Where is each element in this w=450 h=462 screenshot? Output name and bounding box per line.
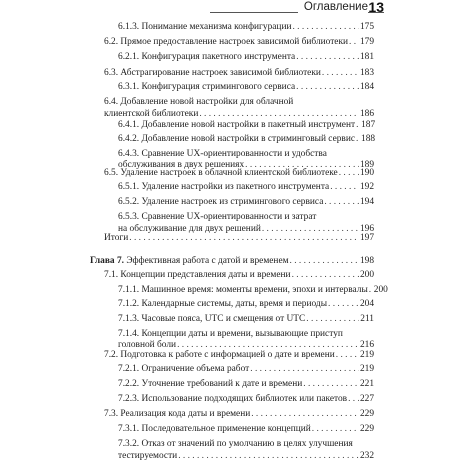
toc-entry-number: 7.1.3. [118, 313, 140, 324]
running-header-title: Оглавление [298, 1, 368, 13]
dot-leader [290, 256, 359, 268]
toc-entry[interactable] [104, 233, 374, 245]
toc-entry[interactable] [118, 182, 374, 194]
toc-entry-title: Удаление настроек в облачной клиентской библиотеке [120, 168, 338, 179]
toc-entry-number: 6.1.3. [118, 22, 140, 33]
toc-entry-title: Реализация кода даты и времени [120, 409, 251, 420]
toc-entry[interactable] [104, 350, 374, 362]
toc-entry-title: Машинное время: моменты времени, эпохи и интервалы [141, 285, 368, 296]
toc-entry-number: 6.5.3. [118, 212, 140, 223]
toc-entry-page: 219 [359, 364, 374, 375]
toc-entry-page: 211 [360, 313, 374, 324]
toc-entry[interactable] [118, 120, 374, 132]
toc-entry-title: Календарные системы, даты, время и периоды [141, 299, 327, 310]
toc-entry[interactable] [118, 299, 374, 311]
toc-entry-page: 196 [359, 223, 374, 234]
toc-entry-number: 6.3. [104, 68, 119, 78]
toc-entry-page: 186 [359, 108, 374, 119]
toc-entry-page: 197 [359, 233, 374, 244]
toc-entry-page: 232 [359, 450, 374, 461]
toc-entry-number: 6.4. [104, 97, 119, 108]
toc-entry[interactable] [118, 52, 374, 64]
toc-entry-number: 6.4.2. [118, 133, 140, 144]
toc-entry-title: Эффективная работа с датой и временем [126, 256, 289, 267]
dot-leader [251, 409, 359, 421]
toc-entry-title: Добавление новой настройки для облачной [120, 97, 294, 108]
toc-entry[interactable] [118, 285, 388, 297]
toc-entry[interactable] [90, 256, 374, 268]
toc-entry-number: 6.2. [104, 37, 119, 48]
toc-entry-page: 216 [359, 340, 374, 351]
toc-entry-page: 187 [361, 120, 376, 131]
toc-entry-page: 183 [359, 68, 374, 78]
dot-leader [356, 120, 360, 132]
toc-entry[interactable] [118, 379, 374, 391]
toc-entry-page: 184 [359, 82, 374, 93]
toc-entry-title: Удаление настроек из стримингового сервиса [141, 197, 324, 208]
toc-entry-number: 6.4.1. [118, 120, 140, 131]
dot-leader [312, 424, 359, 436]
toc-entry[interactable] [118, 329, 374, 352]
toc-entry-title: Отказ от значений по умолчанию в целях улучшения [141, 439, 353, 450]
toc-entry-number: 6.5.1. [118, 182, 140, 193]
toc-entry-number: 7.1.2. [118, 299, 140, 310]
toc-entry[interactable] [118, 439, 374, 462]
dot-leader [369, 285, 373, 297]
toc-entry-title: Конфигурация пакетного инструмента [141, 52, 296, 63]
toc-entry[interactable] [104, 168, 374, 180]
toc-entry-number: 6.2.1. [118, 52, 140, 63]
toc-entry[interactable] [118, 424, 374, 436]
toc-entry-number: 6.4.3. [118, 148, 140, 159]
toc-entry[interactable] [118, 212, 374, 235]
toc-entry-number: 6.5. [104, 168, 119, 179]
toc-entry-page: 190 [359, 168, 374, 179]
toc-entry-title: Понимание механизма конфигурации [141, 22, 292, 33]
toc-entry-page: 204 [359, 299, 374, 310]
toc-entry-title: Итоги [104, 233, 129, 244]
toc-entry-title: Добавление новой настройки в пакетный инструмент [141, 120, 356, 131]
toc-entry-number: 7.3.1. [118, 424, 140, 435]
toc-entry[interactable] [118, 134, 374, 146]
dot-leader [296, 52, 359, 64]
toc-entry-title-continued: на обслуживание для двух решений [118, 223, 261, 234]
toc-entry[interactable] [104, 97, 374, 120]
toc-entry-title: Концепции даты и времени, вызывающие приступ [141, 328, 343, 339]
toc-entry-page: 179 [359, 37, 374, 48]
toc-entry[interactable] [118, 394, 374, 406]
dot-leader [178, 451, 359, 462]
toc-entry-number: 7.3.2. [118, 439, 140, 450]
toc-entry[interactable] [118, 22, 374, 34]
toc-entry-number: 7.2. [104, 349, 119, 360]
toc-entry[interactable] [104, 37, 374, 49]
toc-entry-title-continued: обслуживания в двух решениях [118, 160, 245, 171]
toc-entry-page: 229 [359, 409, 374, 420]
toc-entry[interactable] [104, 68, 374, 80]
dot-leader [199, 109, 359, 121]
toc-entry-number: 7.3. [104, 409, 119, 420]
toc-entry-page: 219 [359, 349, 374, 360]
dot-leader [324, 197, 359, 209]
toc-entry[interactable] [118, 364, 374, 376]
toc-entry-number: 7.1.4. [118, 328, 140, 339]
toc-entry-number: 7.2.2. [118, 379, 140, 390]
toc-entry-page: 175 [359, 22, 374, 33]
toc-entry-number: 7.2.1. [118, 364, 140, 375]
toc-entry[interactable] [118, 82, 374, 94]
toc-entry-title: Ограничение объема работ [141, 364, 250, 375]
toc-entry-title: Подготовка к работе с информацией о дате и времени [120, 349, 335, 360]
toc-entry-number: 7.1. [104, 270, 119, 281]
toc-entry-number: Глава 7. [90, 256, 124, 267]
toc-entry-title: Прямое предоставление настроек зависимой библиотеки [120, 37, 349, 48]
toc-entry-title-continued: тестируемости [118, 450, 178, 461]
dot-leader [330, 182, 359, 194]
page-number: 13 [368, 0, 384, 15]
dot-leader [303, 379, 359, 391]
dot-leader [328, 299, 359, 311]
dot-leader [349, 37, 359, 49]
toc-entry-number: 6.5.2. [118, 197, 140, 208]
toc-entry-page: 188 [361, 133, 376, 144]
dot-leader [292, 270, 359, 282]
toc-entry-page: 181 [359, 52, 374, 63]
dot-leader [296, 82, 359, 94]
toc-entry-title: Концепции представления даты и времени [120, 270, 291, 281]
toc-entry-page: 198 [359, 256, 374, 267]
toc-entry-title: Последовательное применение концепций [141, 424, 311, 435]
toc-entry-title: Уточнение требований к дате и времени [141, 379, 303, 390]
toc-entry-number: 6.3.1. [118, 82, 140, 93]
toc-entry-page: 194 [359, 197, 374, 208]
toc-entry[interactable] [118, 314, 374, 326]
toc-entry-page: 200 [359, 270, 374, 281]
toc-entry-page: 192 [359, 182, 374, 193]
dot-leader [339, 168, 359, 180]
toc-entry-page: 189 [359, 160, 374, 171]
dot-leader [306, 314, 359, 326]
toc-entry-number: 7.2.3. [118, 394, 140, 405]
dot-leader [129, 233, 359, 245]
toc-entry-title-continued: клиентской библиотеки [104, 108, 199, 119]
toc-entry-title: Удаление настройки из пакетного инструмента [141, 182, 330, 193]
toc-entry-title: Часовые пояса, UTC и смещения от UTC [141, 313, 306, 324]
toc-entry-page: 227 [359, 394, 374, 405]
dot-leader [356, 134, 360, 146]
toc-entry-page: 200 [373, 285, 388, 296]
toc-entry-number: 7.1.1. [118, 285, 140, 296]
toc-entry-page: 221 [359, 379, 374, 390]
toc-entry-title: Сравнение UX-ориентированности и затрат [141, 212, 317, 223]
toc-entry[interactable] [118, 197, 374, 209]
dot-leader [348, 394, 359, 406]
toc-entry-title: Использование подходящих библиотек или пакетов [141, 394, 348, 405]
toc-entry-title: Добавление новой настройки в стриминговый сервис [141, 133, 356, 144]
toc-entry[interactable] [104, 270, 374, 282]
dot-leader [336, 350, 359, 362]
dot-leader [292, 22, 358, 34]
dot-leader [250, 364, 359, 376]
toc-entry-title: Конфигурация стримингового сервиса [141, 82, 296, 93]
toc-entry[interactable] [104, 409, 374, 421]
dot-leader [322, 68, 359, 80]
toc-entry-title: Абстрагирование настроек зависимой библиотеки [120, 68, 321, 78]
toc-entry-title: Сравнение UX-ориентированности и удобства [141, 148, 327, 159]
toc-entry-page: 229 [359, 424, 374, 435]
toc-entry-title-continued: головной боли [118, 340, 177, 351]
